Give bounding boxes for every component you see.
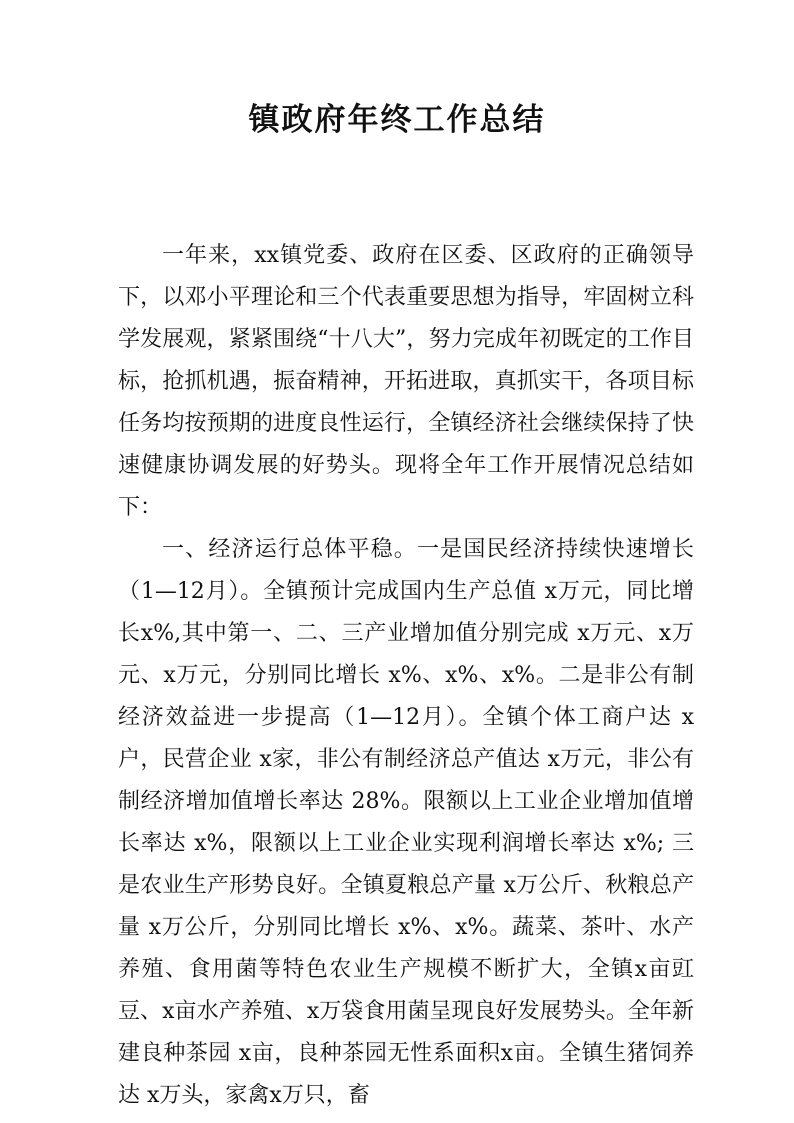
- intro-paragraph: 一年来，xx镇党委、政府在区委、区政府的正确领导下，以邓小平理论和三个代表重要思想为指导，牢固树立科学发展观，紧紧围绕“十八大”，努力完成年初既定的工作目标，抢抓机遇，振奋精神，开拓进取，真抓实干，各项目标任务均按预期的进度良性运行，全镇经济社会继续保持了快速健康协调发展的好势头。现将全年工作开展情况总结如下：: [118, 243, 694, 520]
- document-body: [118, 235, 694, 1117]
- economy-paragraph: 一、经济运行总体平稳。一是国民经济持续快速增长（1—12月）。全镇预计完成国内生产总值 x万元，同比增长x%,其中第一、二、三产业增加值分别完成 x万元、x万元、x万元，分别同比增长 x%、x%、x%。二是非公有制经济效益进一步提高（1—12月）。全镇个体工商户达 x户，民营企业 x家，非公有制经济总产值达 x万元，非公有制经济增加值增长率达 28%。限额以上工业企业增加值增长率达 x%，限额以上工业企业实现利润增长率达 x%; 三是农业生产形势良好。全镇夏粮总产量 x万公斤、秋粮总产量 x万公斤，分别同比增长 x%、x%。蔬菜、茶叶、水产养殖、食用菌等特色农业生产规模不断扩大，全镇x亩豇豆、x亩水产养殖、x万袋食用菌呈现良好发展势头。全年新建良种茶园 x亩，良种茶园无性系面积x亩。全镇生猪饲养达 x万头，家禽x万只，畜: [118, 537, 694, 1108]
- document-title: 镇政府年终工作总结: [248, 102, 546, 138]
